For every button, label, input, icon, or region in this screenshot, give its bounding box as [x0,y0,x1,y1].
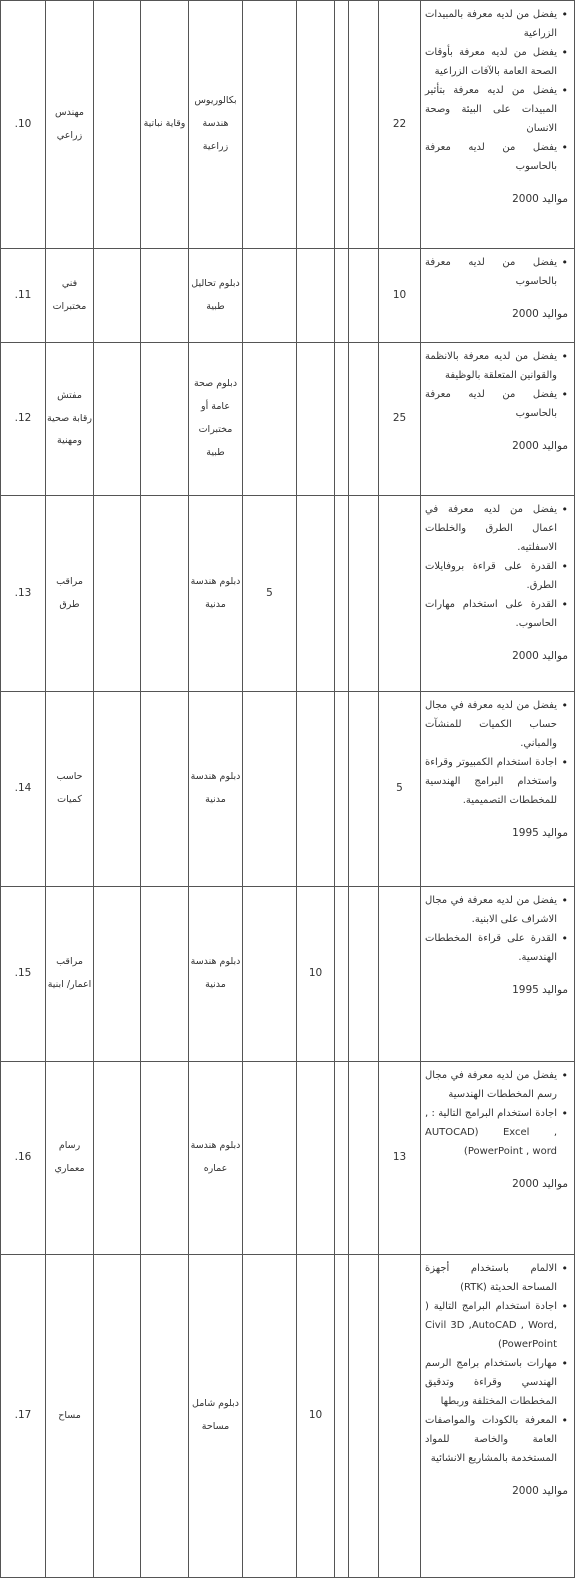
row-number: 14. [1,692,46,887]
title-cell [46,887,94,1062]
requirements-list [425,5,568,176]
requirement-item: • القدرة على استخدام مهارات الحاسوب. [425,595,568,633]
table-row [1,343,575,496]
requirement-item: • القدرة على قراءة بروفايلات الطرق. [425,557,568,595]
title-cell-text: مهندس زراعي [55,106,84,141]
specialization-cell [189,692,243,887]
title-cell [46,496,94,692]
category-cell [141,692,189,887]
empty-cell [349,343,379,496]
requirement-item: • يفضل من لديه معرفة بالانظمة والقوانين المتعلقة بالوظيفة [425,347,568,385]
requirement-item: • الالمام باستخدام أجهزة المساحة الحديثة (RTK) [425,1259,568,1297]
count-cell: 5 [243,496,297,692]
count-cell [243,249,297,343]
specialization-cell-text: بكالوريوس هندسة زراعية [194,95,237,152]
row-number: 17. [1,1255,46,1578]
category-cell [141,887,189,1062]
empty-cell [94,692,141,887]
specialization-cell-text: دبلوم هندسة عماره [190,1140,241,1174]
empty-cell [349,496,379,692]
row-number: 12. [1,343,46,496]
count-cell: 5 [379,692,421,887]
empty-cell [94,496,141,692]
specialization-cell-text: دبلوم تحاليل طبية [191,277,240,312]
empty-cell [94,1062,141,1255]
requirement-item: • يفضل من لديه معرفة في مجال حساب الكميات للمنشآت والمباني. [425,696,568,753]
specialization-cell [189,496,243,692]
requirement-item: • اجادة استخدام الكمبيوتر وقراءة واستخدام البرامج الهندسية للمخططات التصميمية. [425,753,568,810]
empty-cell [94,343,141,496]
specialization-cell-text: دبلوم صحة عامة أو مختبرات طبية [193,378,238,458]
title-cell-text: مراقب طرق [56,575,83,610]
empty-cell [335,1,349,249]
requirement-item: • اجادة استخدام البرامج التالية : , AUTOCAD) Excel , PowerPoint , word) [425,1104,568,1161]
count-cell [379,496,421,692]
table-row [1,1,575,249]
requirement-item: • يفضل من لديه معرفة بالحاسوب [425,253,568,291]
count-cell [297,343,335,496]
table-row [1,249,575,343]
title-cell-text: رسام معماري [54,1140,85,1174]
count-cell: 25 [379,343,421,496]
category-cell-text: وقاية نباتية [143,118,186,130]
specialization-cell [189,1062,243,1255]
empty-cell [94,1,141,249]
category-cell [141,249,189,343]
empty-cell [335,887,349,1062]
count-cell: 10 [379,249,421,343]
requirement-item: • يفضل من لديه معرفة بالحاسوب [425,385,568,423]
empty-cell [349,887,379,1062]
requirement-item: • يفضل من لديه معرفة بالمبيدات الزراعية [425,5,568,43]
requirements-list [425,253,568,291]
birth-year: مواليد 2000 [512,1485,568,1497]
requirements-cell [421,692,575,887]
requirements-list [425,347,568,423]
title-cell-text: مراقب اعمار/ ابنية [47,956,92,990]
row-number: 11. [1,249,46,343]
requirement-item: • المعرفة بالكودات والمواصفات العامة والخاصة للمواد المستخدمة بالمشاريع الانشائية [425,1411,568,1468]
birth-year: مواليد 2000 [512,440,568,452]
title-cell [46,1062,94,1255]
count-cell [379,887,421,1062]
empty-cell [349,692,379,887]
empty-cell [349,1062,379,1255]
table-row [1,496,575,692]
birth-year: مواليد 2000 [512,1178,568,1190]
requirements-list [425,1066,568,1161]
count-cell [243,692,297,887]
requirement-item: • يفضل من لديه معرفة بتأثير المبيدات على البيئة وصحة الانسان [425,81,568,138]
count-cell [243,1255,297,1578]
count-cell [379,1255,421,1578]
requirements-cell [421,1062,575,1255]
empty-cell [335,496,349,692]
requirement-item: • القدرة على قراءة المخططات الهندسية. [425,929,568,967]
specialization-cell-text: دبلوم هندسة مدنية [190,771,241,805]
count-cell: 10 [297,1255,335,1578]
requirements-cell [421,887,575,1062]
requirements-cell [421,249,575,343]
empty-cell [94,1255,141,1578]
title-cell [46,1255,94,1578]
count-cell: 10 [297,887,335,1062]
requirements-list [425,696,568,810]
birth-year: مواليد 2000 [512,650,568,662]
count-cell: 13 [379,1062,421,1255]
empty-cell [349,249,379,343]
specialization-cell-text: دبلوم هندسة مدنية [190,956,241,990]
row-number: 16. [1,1062,46,1255]
count-cell [243,343,297,496]
count-cell [243,887,297,1062]
count-cell [297,1062,335,1255]
row-number: 10. [1,1,46,249]
specialization-cell-text: دبلوم شامل مساحة [192,1398,239,1432]
empty-cell [349,1,379,249]
title-cell [46,692,94,887]
requirement-item: • يفضل من لديه معرفة في اعمال الطرق والخلطات الاسفلتيه. [425,500,568,557]
row-number: 15. [1,887,46,1062]
title-cell-text: مساح [58,1409,81,1421]
birth-year: مواليد 1995 [512,984,568,996]
requirements-cell [421,1,575,249]
requirement-item: • مهارات باستخدام برامج الرسم الهندسي وقراءة وتدقيق المخططات المختلفة وربطها [425,1354,568,1411]
category-cell [141,1,189,249]
specialization-cell [189,343,243,496]
empty-cell [335,249,349,343]
requirement-item: • يفضل من لديه معرفة في مجال رسم المخططات الهندسية [425,1066,568,1104]
requirement-item: • يفضل من لديه معرفة بالحاسوب [425,138,568,176]
empty-cell [335,692,349,887]
specialization-cell [189,1255,243,1578]
count-cell [243,1,297,249]
empty-cell [94,249,141,343]
requirement-item: • اجادة استخدام البرامج التالية ( Civil 3D ,AutoCAD , Word, (PowerPoint [425,1297,568,1354]
birth-year: مواليد 1995 [512,827,568,839]
specialization-cell [189,249,243,343]
empty-cell [335,343,349,496]
requirement-item: • يفضل من لديه معرفة في مجال الاشراف على الابنية. [425,891,568,929]
table-row [1,692,575,887]
specialization-cell-text: دبلوم هندسة مدنية [190,575,241,610]
row-number: 13. [1,496,46,692]
title-cell-text: حاسب كميات [56,771,83,805]
count-cell [297,249,335,343]
requirements-cell [421,496,575,692]
count-cell [297,692,335,887]
empty-cell [335,1062,349,1255]
birth-year: مواليد 2000 [512,193,568,205]
category-cell [141,1255,189,1578]
birth-year: مواليد 2000 [512,308,568,320]
requirements-cell [421,343,575,496]
requirement-item: • يفضل من لديه معرفة بأوقات الصحة العامة بالآفات الزراعية [425,43,568,81]
count-cell [297,1,335,249]
category-cell [141,343,189,496]
empty-cell [94,887,141,1062]
table-row [1,1062,575,1255]
count-cell [297,496,335,692]
count-cell [243,1062,297,1255]
table-row [1,887,575,1062]
title-cell [46,343,94,496]
specialization-cell [189,1,243,249]
title-cell [46,1,94,249]
title-cell-text: مفتش رقابة صحية ومهنية [47,389,92,447]
requirements-list [425,500,568,633]
category-cell [141,496,189,692]
specialization-cell [189,887,243,1062]
category-cell [141,1062,189,1255]
title-cell [46,249,94,343]
title-cell-text: فني مختبرات [52,277,87,312]
count-cell: 22 [379,1,421,249]
requirements-cell [421,1255,575,1578]
requirements-list [425,1259,568,1468]
table-row [1,1255,575,1578]
empty-cell [349,1255,379,1578]
requirements-list [425,891,568,967]
empty-cell [335,1255,349,1578]
